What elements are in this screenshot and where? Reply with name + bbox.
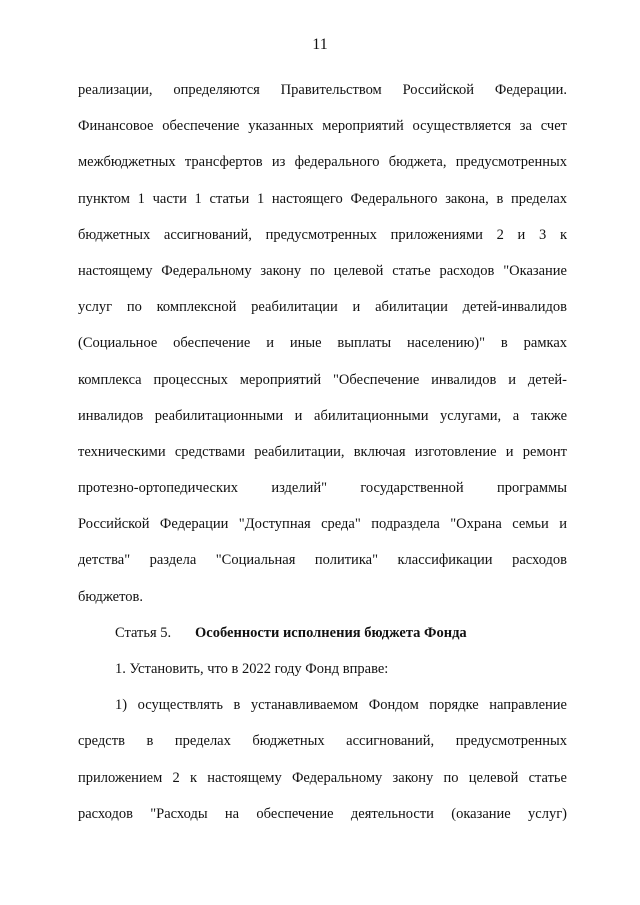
text-line: детства" раздела "Социальная политика" классификации расходов [78,552,567,569]
paragraph-1: 1. Установить, что в 2022 году Фонд вправе: [115,661,389,677]
text-line: 1) осуществлять в устанавливаемом Фондом порядке направление [115,697,567,714]
text-line: бюджетов. [78,588,143,605]
text-line: Российской Федерации "Доступная среда" подраздела "Охрана семьи и [78,516,567,533]
text-line: комплекса процессных мероприятий "Обеспечение инвалидов и детей- [78,371,567,388]
text-line: реализации, определяются Правительством Российской Федерации. [78,82,567,98]
text-line: бюджетных ассигнований, предусмотренных приложениями 2 и 3 к [78,226,567,243]
text-line: Финансовое обеспечение указанных мероприятий осуществляется за счет [78,118,567,135]
text-line: межбюджетных трансфертов из федерального бюджета, предусмотренных [78,154,567,171]
text-line: техническими средствами реабилитации, включая изготовление и ремонт [78,443,567,460]
text-line: протезно-ортопедических изделий" государственной программы [78,480,567,497]
article-heading [78,615,567,651]
text-line: инвалидов реабилитационными и абилитационными услугами, а также [78,407,567,424]
article-title: Особенности исполнения бюджета Фонда [195,624,467,641]
text-line: настоящему Федеральному закону по целевой статье расходов "Оказание [78,262,567,279]
text-line: средств в пределах бюджетных ассигнований, предусмотренных [78,733,567,750]
body-text [78,72,567,832]
text-line: приложением 2 к настоящему Федеральному закону по целевой статье [78,769,567,786]
text-line: пунктом 1 части 1 статьи 1 настоящего Федерального закона, в пределах [78,190,567,207]
text-line: услуг по комплексной реабилитации и абилитации детей-инвалидов [78,299,567,316]
text-line: (Социальное обеспечение и иные выплаты населению)" в рамках [78,335,567,352]
text-line: расходов "Расходы на обеспечение деятельности (оказание услуг) [78,805,567,822]
article-number: Статья 5. [115,624,172,641]
page-number: 11 [312,36,328,53]
